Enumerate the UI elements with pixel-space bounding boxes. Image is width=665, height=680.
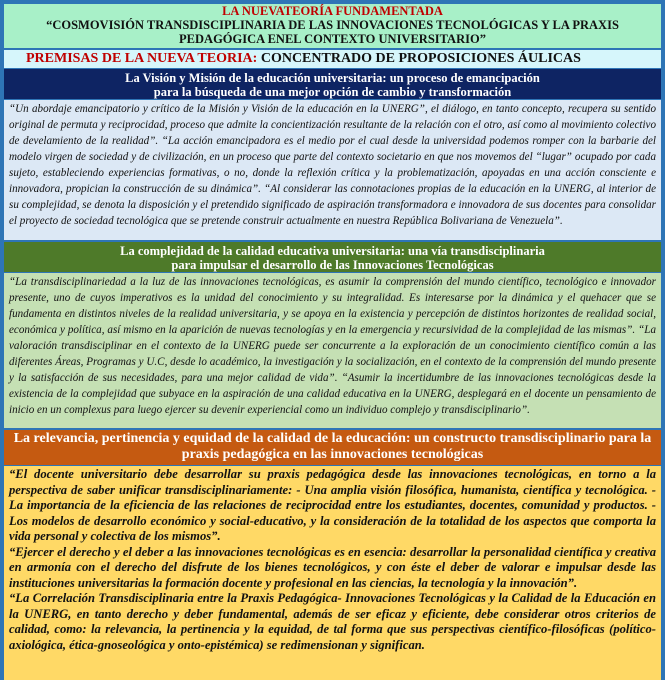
section-heading-line: para la búsqueda de una mejor opción de cambio y transformación xyxy=(153,85,512,99)
section-paragraph: “La transdisciplinariedad a la luz de las innovaciones tecnológicas, es asumir la comprensión del mundo científico, tecnológico e innovador presente, uno de cuyos imperativos es la unidad del conocimiento y su integralidad. Es interesarse por la dinámica y el quehacer que se fundamenta en distintos niveles de la realidad universitaria, y se apoya en la existencia y percepción de distintos horizontes de realidad social, económica y política, así mismo en la aparición de nuevas tecnologías y en la emergencia y recursividad de la complejidad de las mismas”. “La valoración transdisciplinar en el contexto de la UNERG puede ser concurrente a la exploración de un conocimiento científico común a las diferentes Áreas, Programas y U.C, desde lo académico, la investigación y la socialización, en el contexto de la comprensión del mundo presente y la satisfacción de sus necesidades, para una mejor calidad de vida”. “Asumir la incertidumbre de las innovaciones tecnológicas desde la existencia de la complejidad que subyace en la aspiración de una calidad educativa en la UNERG, desplegará en el docente un pensamiento de inicio en un complexus para luego ejercer su devenir experiencial como un individuo complejo y transdisciplinario”. xyxy=(9,276,656,416)
section-heading-line: La complejidad de la calidad educativa universitaria: una vía transdisciplinaria xyxy=(120,244,545,258)
section-heading-complejidad xyxy=(4,242,661,272)
section-paragraph: “Ejercer el derecho y el deber a las innovaciones tecnológicas es en esencia: desarrollar la personalidad científica y creativa en armonía con el derecho del disfrute de los bienes tecnológicos, y con éste el deber de valorar e impulsar desde las instituciones universitarias la formación docente y profesional en las ciencias, la tecnología y la innovación”. xyxy=(9,544,656,590)
section-paragraph: “Un abordaje emancipatorio y crítico de la Misión y Visión de la educación en la UNERG”, el diálogo, en tanto concepto, recupera su sentido original de permuta y reciprocidad, proceso que admite la concientización resultante de la relación con el otro, así como al movimiento colectivo de develamiento de la realidad”. “La acción emancipadora es el medio por el cual desde la universidad podemos romper con la barbarie del modelo virgen de sociedad y de civilización, en un proceso que parte del contexto societario en que nos movemos del “lugar” ocupado por cada sujeto, estableciendo experiencias formativas, o no, donde la reflexión crítica y la problematización, apoyadas en una acción consciente e innovadora, propician la construcción de su dinámica”. “Al considerar las connotaciones propias de la educación en la UNERG, al interior de su complejidad, se denota la disposición y el pretendido significado de aspiración transformadora e innovadora de sus docentes para consolidar el proyecto de sociedad tecnológica que se pretende construir actualmente en nuestra República Bolivariana de Venezuela”. xyxy=(9,103,656,227)
title-banner xyxy=(4,4,661,48)
section-heading-line: La relevancia, pertinencia y equidad de la calidad de la educación: un constructo transdisciplinario para la xyxy=(13,431,652,446)
premises-banner xyxy=(4,50,661,68)
premises-label: PREMISAS DE LA NUEVA TEORIA: xyxy=(26,51,258,66)
section-body-vision-mision xyxy=(4,100,661,240)
document-title: LA NUEVATEORÍA FUNDAMENTADA xyxy=(222,4,443,18)
section-body-complejidad xyxy=(4,273,661,428)
section-heading-line: La Visión y Misión de la educación universitaria: un proceso de emancipación xyxy=(125,71,540,85)
section-heading-line: para impulsar el desarrollo de las Innovaciones Tecnológicas xyxy=(171,258,494,272)
premises-value: CONCENTRADO DE PROPOSICIONES ÁULICAS xyxy=(257,51,581,66)
section-paragraph: “La Correlación Transdisciplinaria entre la Praxis Pedagógica- Innovaciones Tecnológicas y la Calidad de la Educación en la UNERG, en tanto derecho y deber fundamental, además de ser eficaz y eficiente, debe considerar otros criterios de calidad, como: la relevancia, la pertinencia y la equidad, de tal forma que sus perspectivas científico-filosóficas (político-axiológica, ética-gnoseológica y onto-epistémica) se redimensionan y significan. xyxy=(9,591,656,652)
section-heading-relevancia xyxy=(4,430,661,465)
section-paragraph: “El docente universitario debe desarrollar su praxis pedagógica desde las innovaciones tecnológicas, en torno a la perspectiva de saber unificar transdisciplinariamente: - Una amplia visión filosófica, humanista, científica y tecnológica. - La importancia de la eficiencia de las relaciones de reciprocidad entre los estudiantes, docentes, comunidad y productos. - Los modelos de desarrollo económico y social-educativo, y la consideración de la totalidad de los aspectos que comporta la vida personal y colectiva de los mismos”. xyxy=(9,467,656,543)
section-body-relevancia xyxy=(4,466,661,680)
section-heading-vision-mision xyxy=(4,69,661,99)
section-heading-line: praxis pedagógica en las innovaciones tecnológicas xyxy=(181,447,484,462)
document-subtitle: “COSMOVISIÓN TRANSDISCIPLINARIA DE LAS INNOVACIONES TECNOLÓGICAS Y LA PRAXIS PEDAGÓGICA ENEL CONTEXTO UNIVERSITARIO” xyxy=(46,18,619,46)
